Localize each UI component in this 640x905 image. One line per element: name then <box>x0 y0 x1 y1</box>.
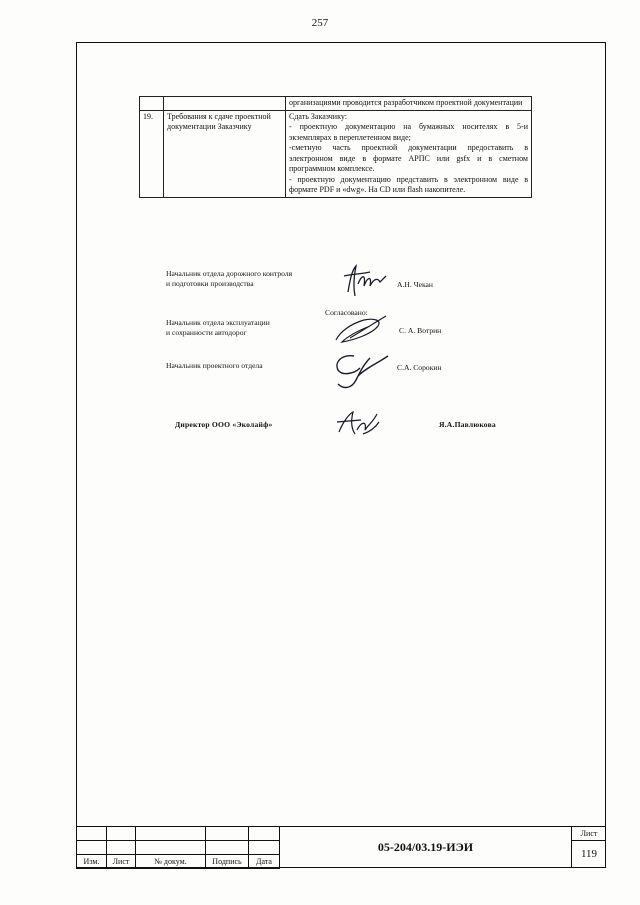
row-title: Требования к сдаче проектной документации Заказчику <box>164 110 286 197</box>
row-body: организациями проводится разработчиком проектной документации <box>286 97 532 111</box>
document-code: 05-204/03.19-ИЭИ <box>279 826 571 868</box>
title-block-row <box>77 827 280 841</box>
sheet-number: 119 <box>580 848 598 860</box>
agreed-label: Согласовано: <box>325 308 368 317</box>
row-number: 19. <box>140 110 164 197</box>
director-title: Директор ООО «Эколайф» <box>175 420 273 429</box>
row-body-line: - проектную документацию на бумажных носителях в 5-и экземплярах в переплетенном виде; <box>289 122 528 142</box>
table-row <box>140 110 532 197</box>
head-project-name: С.А. Сорокин <box>397 363 442 372</box>
signature-votrin <box>330 312 390 348</box>
col-list: Лист <box>107 855 136 869</box>
page-number-top: 257 <box>311 17 329 29</box>
director-name: Я.А.Павлюкова <box>439 420 496 429</box>
head-project-title: Начальник проектного отдела <box>166 361 263 370</box>
head-road-title-line: Начальник отдела дорожного контроля <box>166 269 293 278</box>
col-izm: Изм. <box>77 855 107 869</box>
head-exploit-name: С. А. Вотрин <box>399 326 442 335</box>
requirements-table <box>139 96 532 198</box>
head-exploit-title-line: и сохранности автодорог <box>166 328 247 337</box>
head-road-title <box>166 269 292 289</box>
head-road-title-line: и подготовки производства <box>166 279 254 288</box>
col-doc: № докум. <box>136 855 206 869</box>
sheet-cell <box>571 826 606 868</box>
title-block-row <box>77 855 280 869</box>
title-block-row <box>77 841 280 855</box>
col-date: Дата <box>249 855 280 869</box>
head-exploit-title <box>166 318 270 338</box>
row-title <box>164 97 286 111</box>
col-sign: Подпись <box>206 855 249 869</box>
row-body-line: -сметную часть проектной документации предоставить в электронном виде в формате АРПС или gsfx и в сметном программном комплексе. <box>289 143 528 173</box>
signature-chekan <box>334 262 390 300</box>
table-row <box>140 97 532 111</box>
signature-sorokin <box>324 346 394 398</box>
row-number <box>140 97 164 111</box>
sheet-label: Лист <box>572 827 606 841</box>
title-block-grid <box>76 826 280 869</box>
row-body-line: Сдать Заказчику: <box>289 111 347 121</box>
signature-pavlyukova <box>333 408 381 438</box>
head-exploit-title-line: Начальник отдела эксплуатации <box>166 318 270 327</box>
row-body <box>286 110 532 197</box>
head-road-name: А.Н. Чекан <box>397 280 433 289</box>
row-body-line: - проектную документацию представить в электронном виде в формате PDF и «dwg». На CD или flash накопителе. <box>289 174 528 194</box>
